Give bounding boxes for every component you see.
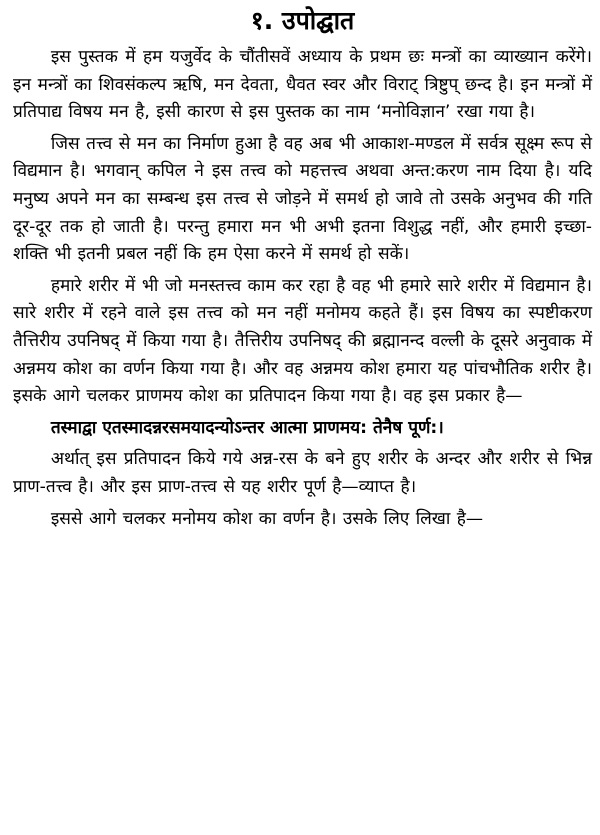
paragraph-intro: इस पुस्तक में हम यजुर्वेद के चौंतीसवें अध्याय के प्रथम छः मन्त्रों का व्याख्यान करेंगे। इन मन्त्रों का शिवसंकल्प ऋषि, मन देवता, धैवत स्वर और विराट् त्रिष्टुप् छन्द है। इन मन्त्रों में प्रतिपाद्य विषय मन है, इसी कारण से इस पुस्तक का नाम ‘मनोविज्ञान’ रखा गया है।	[13, 47, 592, 123]
paragraph-meaning: अर्थात् इस प्रतिपादन किये गये अन्न-रस के बने हुए शरीर के अन्दर और शरीर से भिन्न प्राण-तत्त्व है। और इस प्राण-तत्त्व से यह शरीर पूर्ण है—व्याप्त है।	[13, 449, 592, 497]
sanskrit-verse: तस्माद्वा एतस्मादन्नरसमयादन्योऽन्तर आत्मा प्राणमय: तेनैष पूर्ण:।	[50, 417, 444, 438]
paragraph-next: इससे आगे चलकर मनोमय कोश का वर्णन है। उसके लिए लिखा है—	[50, 508, 484, 529]
paragraph-mahattattva: जिस तत्त्व से मन का निर्माण हुआ है वह अब भी आकाश-मण्डल में सर्वत्र सूक्ष्म रूप से विद्यमान है। भगवान् कपिल ने इस तत्त्व को महत्तत्त्व अथवा अन्त:करण नाम दिया है। यदि मनुष्य अपने मन का सम्बन्ध इस तत्त्व से जोड़ने में समर्थ हो जावे तो उसके अनुभव की गति दूर-दूर तक हो जाती है। परन्तु हमारा मन भी अभी इतना विशुद्ध नहीं, और हमारी इच्छा-शक्ति भी इतनी प्रबल नहीं कि हम ऐसा करने में समर्थ हो सकें।	[13, 133, 592, 265]
paragraph-manomaya: हमारे शरीर में भी जो मनस्तत्त्व काम कर रहा है वह भी हमारे सारे शरीर में विद्यमान है। सारे शरीर में रहने वाले इस तत्त्व को मन नहीं मनोमय कहते हैं। इस विषय का स्पष्टीकरण तैत्तिरीय उपनिषद् में किया गया है। तैत्तिरीय उपनिषद् की ब्रह्मानन्द वल्ली के दूसरे अनुवाक में अन्नमय कोश का वर्णन किया गया है। और वह अन्नमय कोश हमारा यह पांचभौतिक शरीर है। इसके आगे चलकर प्राणमय कोश का प्रतिपादन किया गया है। वह इस प्रकार है—	[13, 275, 592, 407]
chapter-title: १. उपोद्घात	[250, 6, 355, 35]
